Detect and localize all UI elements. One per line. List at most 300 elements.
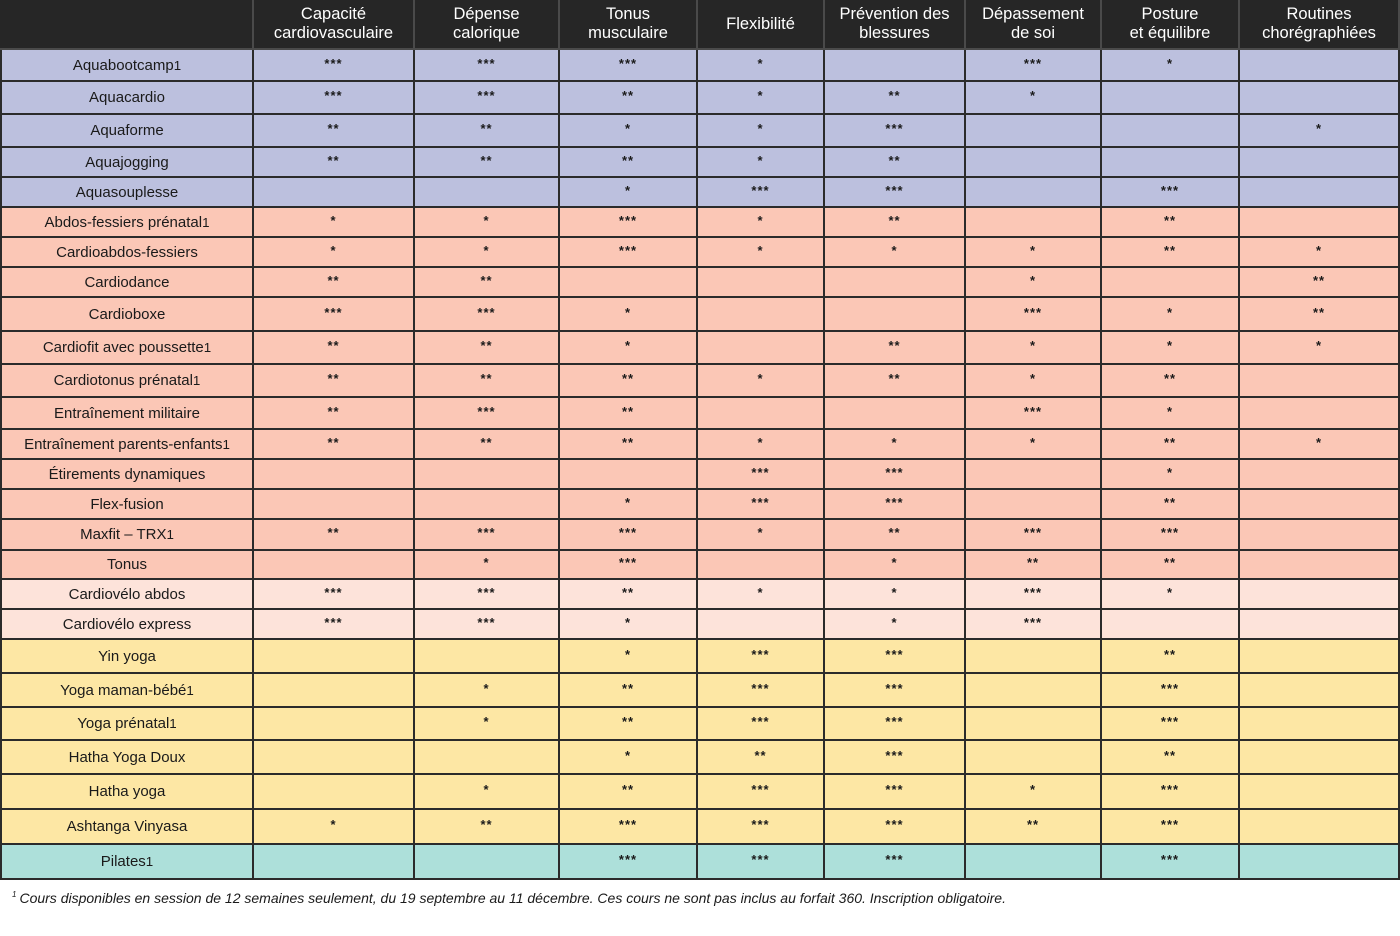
footnote-ref: 1	[145, 854, 154, 869]
rating-stars: ***	[751, 817, 770, 832]
table-row	[0, 238, 1400, 268]
table-row	[0, 520, 1400, 551]
rating-cell	[825, 610, 966, 640]
rating-stars: **	[327, 525, 340, 540]
course-name-cell	[0, 268, 254, 298]
rating-cell	[966, 520, 1102, 551]
rating-stars: ***	[324, 614, 343, 630]
rating-cell	[1240, 610, 1400, 640]
rating-stars: *	[1166, 304, 1174, 320]
table-row	[0, 208, 1400, 238]
rating-stars: *	[483, 782, 490, 797]
rating-stars: ***	[477, 614, 496, 630]
rating-stars: **	[480, 121, 493, 136]
rating-stars: *	[624, 121, 632, 136]
rating-cell	[254, 490, 415, 520]
rating-stars: **	[480, 817, 493, 832]
rating-cell	[1102, 810, 1240, 845]
rating-cell	[698, 520, 825, 551]
rating-cell	[415, 551, 560, 580]
table-row	[0, 430, 1400, 460]
rating-cell	[1240, 741, 1400, 775]
rating-stars: **	[621, 434, 635, 450]
rating-cell	[1102, 178, 1240, 208]
rating-cell	[966, 741, 1102, 775]
rating-cell	[560, 208, 698, 238]
rating-cell	[966, 398, 1102, 430]
rating-stars: ***	[618, 55, 638, 71]
rating-stars: *	[757, 152, 764, 168]
course-name-cell	[0, 115, 254, 148]
rating-cell	[966, 82, 1102, 115]
rating-stars: *	[1315, 121, 1323, 136]
rating-cell	[415, 332, 560, 365]
rating-stars: ***	[324, 88, 343, 103]
course-name-cell	[0, 610, 254, 640]
rating-cell	[1240, 398, 1400, 430]
rating-stars: *	[891, 242, 898, 258]
table-row	[0, 115, 1400, 148]
course-name-cell	[0, 238, 254, 268]
rating-stars: **	[1163, 371, 1177, 386]
rating-cell	[254, 708, 415, 741]
rating-cell	[1102, 148, 1240, 178]
course-name-cell	[0, 775, 254, 810]
rating-stars: **	[621, 782, 635, 797]
rating-stars: ***	[618, 555, 638, 570]
course-name-cell	[0, 298, 254, 332]
rating-stars: **	[480, 338, 493, 353]
rating-cell	[254, 82, 415, 115]
rating-stars: ***	[1023, 584, 1043, 600]
rating-stars: ***	[477, 88, 496, 103]
rating-cell	[254, 332, 415, 365]
rating-cell	[1102, 741, 1240, 775]
rating-cell	[825, 298, 966, 332]
rating-cell	[254, 238, 415, 268]
table-row	[0, 398, 1400, 430]
rating-cell	[1240, 551, 1400, 580]
rating-cell	[698, 50, 825, 82]
rating-cell	[254, 430, 415, 460]
rating-cell	[560, 82, 698, 115]
rating-cell	[254, 674, 415, 708]
rating-cell	[825, 845, 966, 880]
footnote-ref: 1	[222, 436, 230, 452]
column-header: Capacité cardiovasculaire	[254, 0, 415, 50]
rating-stars: *	[624, 646, 632, 662]
rating-stars: ***	[751, 714, 770, 729]
course-name: Aquasouplesse	[75, 183, 179, 201]
rating-stars: **	[480, 434, 493, 450]
rating-cell	[1240, 115, 1400, 148]
rating-stars: ***	[1023, 304, 1043, 320]
rating-stars: *	[330, 817, 337, 832]
footnote-ref: 1	[166, 527, 174, 542]
rating-cell	[698, 208, 825, 238]
rating-cell	[1240, 332, 1400, 365]
rating-stars: *	[1029, 338, 1037, 353]
rating-stars: ***	[618, 525, 638, 540]
rating-stars: **	[621, 714, 635, 729]
rating-stars: **	[327, 371, 340, 386]
rating-stars: **	[1163, 434, 1177, 450]
rating-stars: ***	[618, 212, 638, 228]
rating-cell	[560, 115, 698, 148]
rating-stars: **	[1026, 555, 1040, 570]
rating-cell	[415, 580, 560, 610]
rating-cell	[254, 610, 415, 640]
rating-cell	[1240, 50, 1400, 82]
course-name: Yoga maman-bébé	[60, 681, 187, 699]
rating-stars: ***	[885, 464, 904, 480]
course-name-cell	[0, 520, 254, 551]
table-row	[0, 610, 1400, 640]
footnote-ref: 1	[202, 214, 210, 230]
rating-stars: *	[891, 555, 898, 570]
rating-stars: ***	[885, 852, 904, 867]
rating-cell	[415, 115, 560, 148]
rating-stars: ***	[1023, 614, 1043, 630]
rating-cell	[698, 332, 825, 365]
rating-cell	[415, 610, 560, 640]
rating-stars: ***	[751, 852, 770, 867]
rating-stars: **	[1163, 646, 1177, 662]
rating-stars: ***	[751, 680, 770, 696]
rating-cell	[560, 50, 698, 82]
course-name-cell	[0, 178, 254, 208]
rating-cell	[254, 520, 415, 551]
course-name: Ashtanga Vinyasa	[66, 818, 188, 835]
rating-cell	[415, 674, 560, 708]
rating-cell	[966, 268, 1102, 298]
rating-cell	[254, 741, 415, 775]
rating-cell	[254, 50, 415, 82]
column-header: Dépassement de soi	[966, 0, 1102, 50]
rating-cell	[825, 82, 966, 115]
table-row	[0, 268, 1400, 298]
rating-cell	[825, 640, 966, 674]
rating-cell	[825, 238, 966, 268]
rating-stars: *	[624, 747, 632, 763]
rating-stars: *	[757, 212, 764, 228]
rating-stars: *	[1029, 434, 1037, 450]
rating-stars: *	[624, 614, 632, 630]
course-name-cell	[0, 580, 254, 610]
rating-cell	[825, 332, 966, 365]
rating-cell	[560, 775, 698, 810]
rating-cell	[1102, 332, 1240, 365]
rating-stars: *	[624, 494, 632, 510]
rating-stars: **	[621, 88, 635, 103]
rating-stars: **	[888, 212, 901, 228]
course-name: Tonus	[106, 556, 148, 573]
table-row	[0, 332, 1400, 365]
course-name: Cardioabdos-fessiers	[56, 243, 198, 261]
rating-cell	[698, 82, 825, 115]
rating-cell	[254, 398, 415, 430]
rating-cell	[966, 610, 1102, 640]
rating-stars: *	[1315, 434, 1323, 450]
rating-cell	[825, 520, 966, 551]
table-row	[0, 580, 1400, 610]
rating-stars: **	[1163, 747, 1177, 763]
rating-cell	[254, 365, 415, 398]
rating-cell	[1102, 298, 1240, 332]
rating-cell	[415, 298, 560, 332]
course-name: Cardiovélo abdos	[68, 585, 186, 603]
rating-cell	[1102, 520, 1240, 551]
course-name-cell	[0, 430, 254, 460]
table-row	[0, 490, 1400, 520]
rating-stars: ***	[751, 494, 770, 510]
rating-cell	[698, 178, 825, 208]
rating-stars: *	[1166, 55, 1174, 71]
rating-cell	[560, 268, 698, 298]
rating-stars: *	[1029, 782, 1037, 797]
table-row	[0, 365, 1400, 398]
rating-cell	[825, 398, 966, 430]
rating-cell	[825, 775, 966, 810]
header-corner	[0, 0, 254, 50]
table-row	[0, 148, 1400, 178]
rating-cell	[966, 775, 1102, 810]
rating-cell	[966, 551, 1102, 580]
course-name: Cardiovélo express	[62, 615, 192, 633]
course-name: Aquabootcamp	[72, 56, 174, 74]
rating-stars: *	[891, 434, 898, 450]
rating-cell	[415, 238, 560, 268]
rating-stars: *	[1166, 464, 1174, 480]
rating-cell	[1240, 298, 1400, 332]
rating-stars: **	[1163, 555, 1177, 570]
rating-cell	[415, 775, 560, 810]
rating-cell	[560, 298, 698, 332]
rating-cell	[415, 82, 560, 115]
rating-stars: ***	[885, 782, 904, 797]
course-name-cell	[0, 490, 254, 520]
rating-cell	[1240, 708, 1400, 741]
rating-cell	[254, 810, 415, 845]
rating-cell	[966, 298, 1102, 332]
rating-stars: **	[327, 434, 340, 450]
rating-stars: ***	[1160, 525, 1180, 540]
rating-cell	[1240, 238, 1400, 268]
rating-stars: ***	[1160, 817, 1180, 832]
course-name: Hatha yoga	[88, 783, 166, 800]
rating-cell	[1240, 810, 1400, 845]
rating-cell	[966, 238, 1102, 268]
rating-stars: ***	[1160, 714, 1180, 729]
rating-stars: *	[757, 371, 764, 386]
rating-cell	[254, 178, 415, 208]
course-name-cell	[0, 332, 254, 365]
rating-cell	[698, 810, 825, 845]
rating-cell	[966, 178, 1102, 208]
rating-cell	[1240, 365, 1400, 398]
course-name: Pilates	[100, 853, 146, 870]
rating-stars: **	[621, 403, 635, 419]
rating-cell	[560, 398, 698, 430]
rating-cell	[698, 610, 825, 640]
rating-stars: *	[757, 121, 764, 136]
rating-stars: *	[1166, 338, 1174, 353]
rating-stars: ***	[1160, 680, 1180, 696]
rating-cell	[1240, 460, 1400, 490]
rating-cell	[1102, 50, 1240, 82]
table-row	[0, 810, 1400, 845]
rating-stars: ***	[1023, 403, 1043, 419]
rating-cell	[966, 115, 1102, 148]
rating-stars: *	[1166, 403, 1174, 419]
rating-stars: *	[624, 338, 632, 353]
rating-stars: ***	[477, 55, 496, 71]
rating-cell	[254, 580, 415, 610]
rating-cell	[415, 640, 560, 674]
rating-cell	[698, 674, 825, 708]
rating-cell	[966, 365, 1102, 398]
rating-cell	[560, 580, 698, 610]
rating-cell	[825, 741, 966, 775]
course-name-cell	[0, 50, 254, 82]
rating-cell	[698, 365, 825, 398]
rating-cell	[560, 238, 698, 268]
course-name: Étirements dynamiques	[48, 465, 206, 483]
rating-cell	[698, 398, 825, 430]
rating-stars: ***	[477, 403, 496, 419]
rating-cell	[415, 741, 560, 775]
rating-cell	[698, 148, 825, 178]
rating-cell	[1102, 640, 1240, 674]
table-row	[0, 551, 1400, 580]
rating-stars: **	[621, 371, 635, 386]
rating-stars: ***	[751, 182, 770, 198]
rating-stars: **	[888, 88, 901, 103]
rating-cell	[698, 775, 825, 810]
course-name-cell	[0, 208, 254, 238]
footnote	[12, 890, 1006, 906]
course-name-cell	[0, 741, 254, 775]
rating-cell	[1102, 460, 1240, 490]
column-header: Dépense calorique	[415, 0, 560, 50]
rating-cell	[254, 115, 415, 148]
rating-stars: *	[1029, 371, 1037, 386]
table-row	[0, 82, 1400, 115]
rating-stars: **	[888, 338, 901, 353]
course-name-cell	[0, 551, 254, 580]
rating-stars: ***	[885, 182, 904, 198]
rating-cell	[698, 845, 825, 880]
rating-cell	[415, 398, 560, 430]
rating-stars: *	[891, 584, 898, 600]
rating-cell	[1102, 208, 1240, 238]
rating-cell	[560, 178, 698, 208]
rating-cell	[1240, 268, 1400, 298]
rating-cell	[1102, 580, 1240, 610]
rating-stars: ***	[477, 525, 496, 540]
table-row	[0, 178, 1400, 208]
rating-cell	[1102, 82, 1240, 115]
table-row	[0, 845, 1400, 880]
course-name: Cardiofit avec poussette	[42, 339, 204, 356]
rating-cell	[560, 640, 698, 674]
rating-cell	[698, 551, 825, 580]
table-row	[0, 640, 1400, 674]
rating-stars: ***	[1023, 525, 1043, 540]
rating-cell	[560, 741, 698, 775]
rating-stars: *	[330, 242, 337, 258]
rating-stars: **	[327, 403, 340, 419]
rating-stars: *	[1166, 584, 1174, 600]
rating-stars: ***	[324, 55, 343, 71]
rating-cell	[966, 810, 1102, 845]
rating-cell	[966, 845, 1102, 880]
rating-stars: **	[480, 272, 493, 288]
course-name: Abdos-fessiers prénatal	[44, 213, 203, 231]
rating-stars: **	[888, 371, 901, 386]
rating-cell	[825, 365, 966, 398]
rating-cell	[825, 460, 966, 490]
rating-stars: **	[480, 371, 493, 386]
rating-cell	[966, 148, 1102, 178]
rating-cell	[966, 430, 1102, 460]
rating-cell	[560, 708, 698, 741]
rating-cell	[698, 741, 825, 775]
rating-cell	[698, 640, 825, 674]
course-name: Entraînement parents-enfants	[24, 435, 223, 453]
rating-cell	[415, 520, 560, 551]
rating-cell	[1240, 580, 1400, 610]
rating-stars: *	[1315, 338, 1323, 353]
rating-cell	[825, 115, 966, 148]
rating-cell	[1102, 845, 1240, 880]
rating-stars: *	[624, 182, 632, 198]
rating-cell	[825, 810, 966, 845]
course-name: Cardiodance	[84, 273, 170, 291]
table-row	[0, 775, 1400, 810]
course-name-cell	[0, 810, 254, 845]
rating-stars: ***	[477, 584, 496, 600]
column-header: Prévention des blessures	[825, 0, 966, 50]
rating-cell	[254, 775, 415, 810]
rating-stars: **	[621, 680, 635, 696]
rating-stars: *	[757, 434, 764, 450]
rating-cell	[966, 674, 1102, 708]
course-name: Flex-fusion	[90, 495, 164, 513]
table-row	[0, 50, 1400, 82]
rating-cell	[1102, 268, 1240, 298]
rating-stars: ***	[885, 646, 904, 662]
rating-stars: **	[754, 747, 767, 763]
rating-cell	[1240, 490, 1400, 520]
rating-cell	[1102, 610, 1240, 640]
rating-cell	[254, 208, 415, 238]
course-name: Cardiotonus prénatal	[53, 372, 193, 389]
rating-stars: *	[1029, 242, 1037, 258]
rating-stars: **	[621, 584, 635, 600]
course-name-cell	[0, 640, 254, 674]
rating-cell	[1102, 490, 1240, 520]
rating-cell	[415, 208, 560, 238]
rating-cell	[1240, 520, 1400, 551]
rating-cell	[254, 640, 415, 674]
rating-cell	[560, 845, 698, 880]
rating-cell	[825, 580, 966, 610]
course-name-cell	[0, 365, 254, 398]
rating-stars: *	[757, 88, 764, 103]
rating-cell	[1102, 115, 1240, 148]
rating-cell	[1240, 775, 1400, 810]
